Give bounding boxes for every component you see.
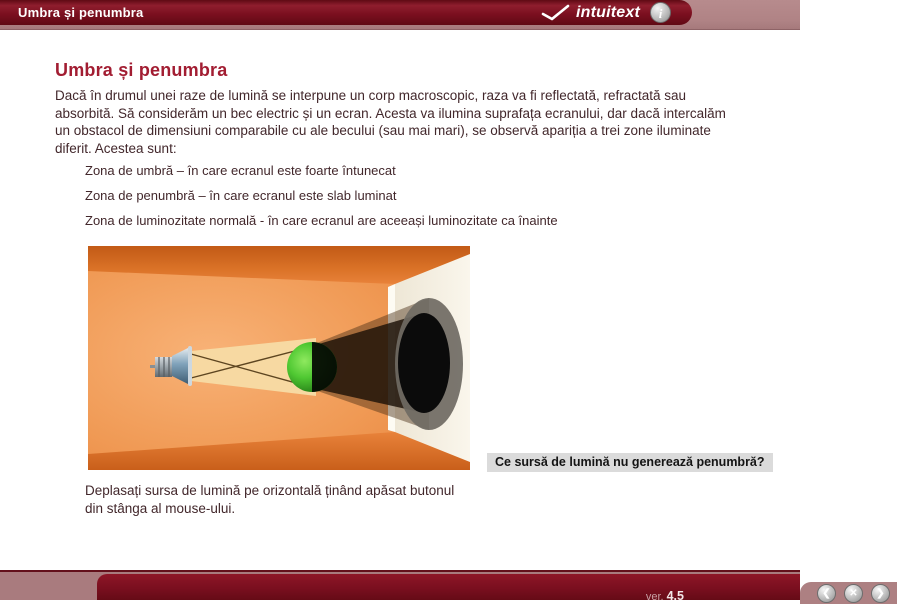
zone-item-penumbra: Zona de penumbră – în care ecranul este slab luminat <box>85 188 397 203</box>
nav-panel <box>800 582 897 604</box>
instruction-text <box>85 482 565 518</box>
version-number: 4.5 <box>666 589 684 603</box>
instruction-line-1: Deplasați sursa de lumină pe orizontală ținând apăsat butonul <box>85 483 455 498</box>
intro-paragraph: Dacă în drumul unei raze de lumină se interpune un corp macroscopic, raza va fi reflectată, refractată sau absorbită. Să considerăm un bec electric și un ecran. Acesta va ilumina suprafața ecranului, dar dacă intercalăm un obstacol de dimensiuni comparabile cu ale becului (sau mai mari), se observă apariția a trei zone iluminate diferit. Acestea sunt: <box>55 88 726 156</box>
version-info <box>646 587 684 605</box>
question-label: Ce sursă de lumină nu generează penumbră? <box>487 453 773 472</box>
brand-logo <box>541 1 640 25</box>
window-title: Umbra și penumbra <box>18 5 144 20</box>
page-title: Umbra și penumbra <box>55 60 228 80</box>
footer-bar <box>97 574 885 603</box>
instruction-line-2: din stânga al mouse-ului. <box>85 501 236 516</box>
info-button[interactable]: i <box>650 2 671 23</box>
version-label: ver. <box>645 591 664 603</box>
umbra-spot <box>398 313 450 413</box>
zone-item-umbra: Zona de umbră – în care ecranul este foarte întunecat <box>85 163 396 178</box>
brand-wordmark: intuitext <box>575 4 640 21</box>
zone-list <box>85 164 745 239</box>
header-bar <box>0 0 692 25</box>
obstacle-sphere <box>287 342 337 392</box>
intuitext-bird-icon <box>541 4 571 22</box>
shadow-simulation <box>88 246 470 470</box>
zone-item-normal: Zona de luminozitate normală - în care ecranul are aceeași luminozitate ca înainte <box>85 213 558 228</box>
lesson-content <box>0 30 800 570</box>
close-button[interactable]: ✕ <box>844 584 863 603</box>
footer-band <box>0 570 885 603</box>
back-button[interactable]: ❮ <box>817 584 836 603</box>
header-band <box>0 0 800 30</box>
forward-button[interactable]: ❯ <box>871 584 890 603</box>
